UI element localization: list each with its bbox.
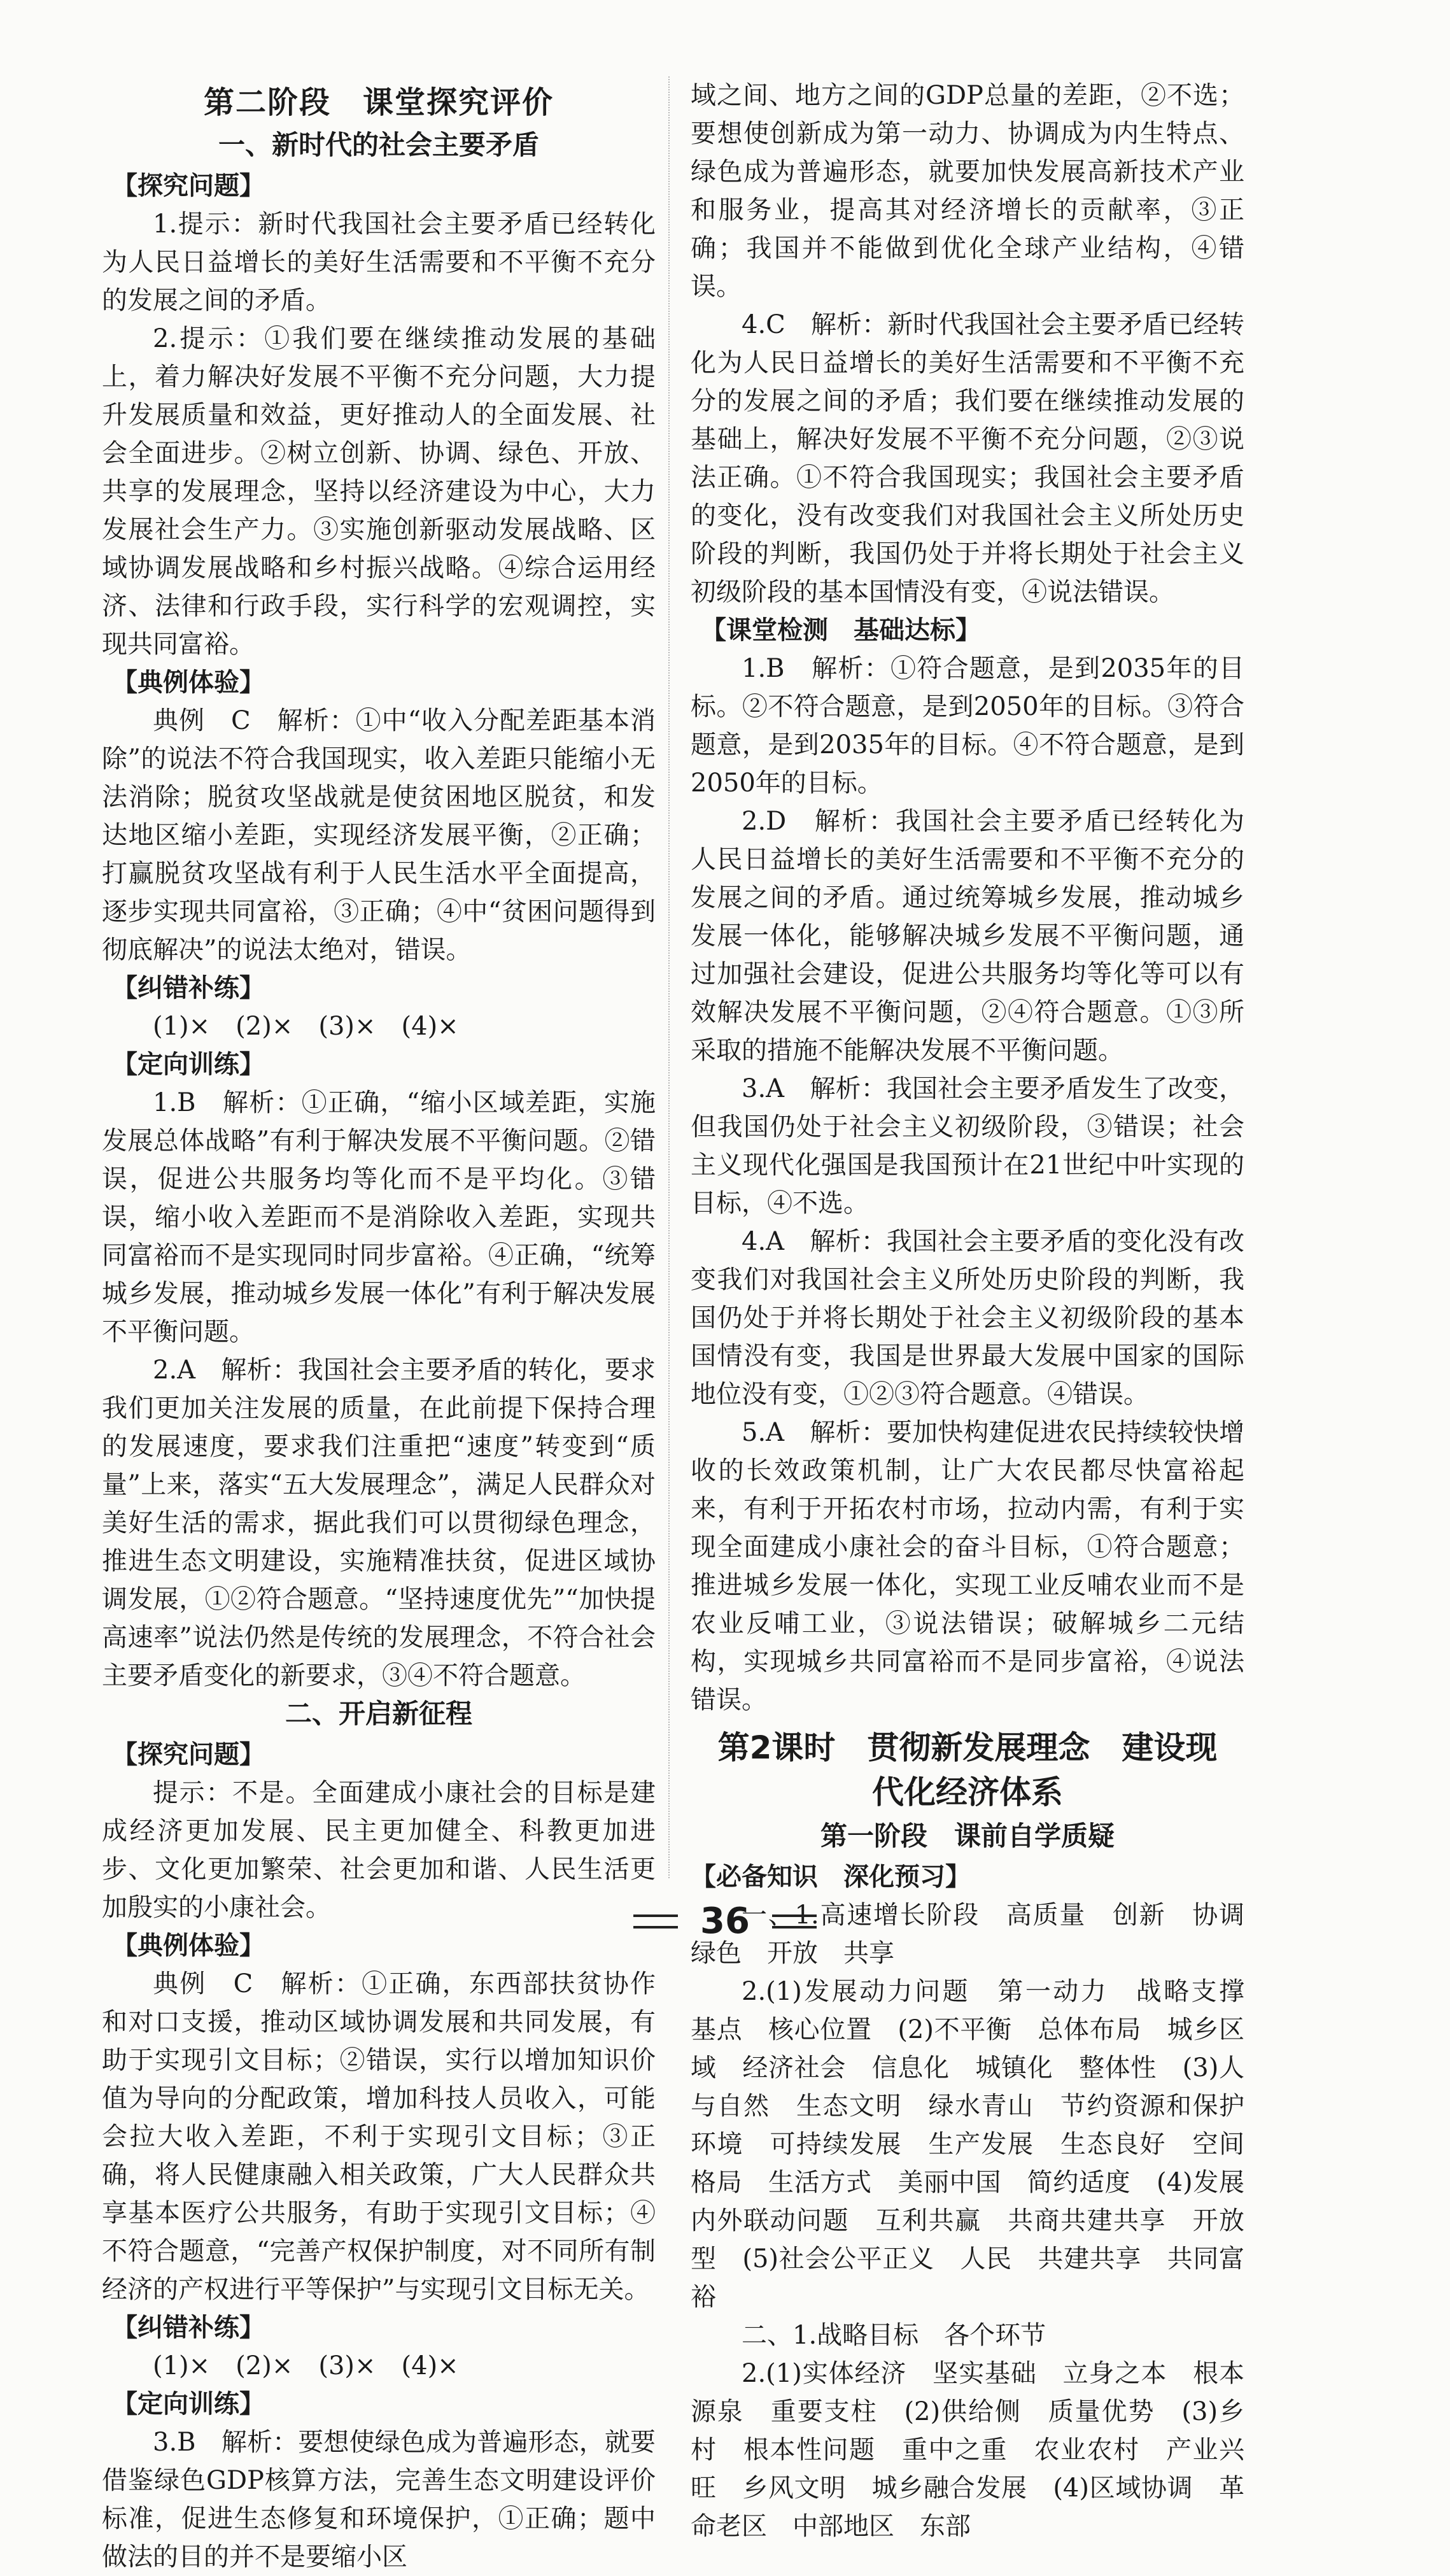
- page-number: 36: [700, 1900, 750, 1942]
- footer-ornament-right: [772, 1914, 817, 1928]
- lesson-title: [691, 1725, 1244, 1815]
- heading-tanjiu: 【探究问题】: [112, 171, 265, 201]
- answer-marks: (1)× (2)× (3)× (4)×: [153, 1012, 459, 1041]
- heading-jiance: 【课堂检测 基础达标】: [701, 616, 981, 645]
- answer-paragraph: 1.提示：新时代我国社会主要矛盾已经转化为人民日益增长的美好生活需要和不平衡不充分的发展之间的矛盾。: [102, 209, 656, 315]
- answer-marks: (1)× (2)× (3)× (4)×: [153, 2351, 459, 2381]
- answer-paragraph: 2.提示：①我们要在继续推动发展的基础上，着力解决好发展不平衡不充分问题，大力提升发展质量和效益，更好推动人的全面发展、社会全面进步。②树立创新、协调、绿色、开放、共享的发展理念，坚持以经济建设为中心，大力发展社会生产力。③实施创新驱动发展战略、区域协调发展战略和乡村振兴战略。④综合运用经济、法律和行政手段，实行科学的宏观调控，实现共同富裕。: [102, 324, 656, 659]
- answer-paragraph: 3.A 解析：我国社会主要矛盾发生了改变，但我国仍处于社会主义初级阶段，③错误；社会主义现代化强国是我国预计在21世纪中叶实现的目标，④不选。: [691, 1074, 1244, 1218]
- answer-paragraph: 域之间、地方之间的GDP总量的差距，②不选；要想使创新成为第一动力、协调成为内生特点、绿色成为普遍形态，就要加快发展高新技术产业和服务业，提高其对经济增长的贡献率，③正确；我国并不能做到优化全球产业结构，④错误。: [691, 81, 1244, 301]
- page-footer: [0, 1900, 1450, 1942]
- heading-jiucuo: 【纠错补练】: [112, 973, 265, 1003]
- answer-paragraph: 1.B 解析：①正确，“缩小区域差距，实施发展总体战略”有利于解决发展不平衡问题。②错误，促进公共服务均等化而不是平均化。③错误，缩小收入差距而不是消除收入差距，实现共同富裕而不是实现同时同步富裕。④正确，“统筹城乡发展，推动城乡发展一体化”有利于解决发展不平衡问题。: [102, 1088, 656, 1347]
- column-divider: [668, 76, 670, 1878]
- stage1-title: 第一阶段 课前自学质疑: [820, 1820, 1115, 1851]
- answer-paragraph: 3.B 解析：要想使绿色成为普遍形态，就要借鉴绿色GDP核算方法，完善生态文明建设评价标准，促进生态修复和环境保护，①正确；题中做法的目的并不是要缩小区: [102, 2428, 656, 2572]
- right-column: [691, 76, 1270, 2545]
- heading-jiucuo: 【纠错补练】: [112, 2313, 265, 2342]
- knowledge-paragraph: 2.(1)实体经济 坚实基础 立身之本 根本源泉 重要支柱 (2)供给侧 质量优势 (3)乡村 根本性问题 重中之重 农业农村 产业兴旺 乡风文明 城乡融合发展 (4)区域协调 革命老区 中部地区 东部: [691, 2359, 1244, 2541]
- answer-paragraph: 4.A 解析：我国社会主要矛盾的变化没有改变我们对我国社会主义所处历史阶段的判断，我国仍处于并将长期处于社会主义初级阶段的基本国情没有变，我国是世界最大发展中国家的国际地位没有变，①②③符合题意。④错误。: [691, 1227, 1244, 1409]
- answer-paragraph: 5.A 解析：要加快构建促进农民持续较快增收的长效政策机制，让广大农民都尽快富裕起来，有利于开拓农村市场，拉动内需，有利于实现全面建成小康社会的奋斗目标，①符合题意；推进城乡发展一体化，实现工业反哺农业而不是农业反哺工业，③说法错误；破解城乡二元结构，实现城乡共同富裕而不是同步富裕，④说法错误。: [691, 1418, 1244, 1715]
- heading-tanjiu: 【探究问题】: [112, 1740, 265, 1769]
- answer-paragraph: 典例 C 解析：①中“收入分配差距基本消除”的说法不符合我国现实，收入差距只能缩小无法消除；脱贫攻坚战就是使贫困地区脱贫，和发达地区缩小差距，实现经济发展平衡，②正确；打赢脱贫攻坚战有利于人民生活水平全面提高，逐步实现共同富裕，③正确；④中“贫困问题得到彻底解决”的说法太绝对，错误。: [102, 706, 656, 965]
- knowledge-paragraph: 二、1.战略目标 各个环节: [742, 2321, 1046, 2350]
- left-column: [102, 76, 656, 2576]
- heading-dingxiang: 【定向训练】: [112, 2389, 265, 2419]
- stage-title: 第二阶段 课堂探究评价: [203, 85, 554, 120]
- heading-dianli: 【典例体验】: [112, 1931, 265, 1960]
- lesson-title-line2: 代化经济体系: [872, 1774, 1063, 1811]
- section-title-2: 二、开启新征程: [285, 1698, 472, 1729]
- heading-bibei: 【必备知识 深化预习】: [691, 1862, 971, 1892]
- footer-ornament-left: [633, 1914, 678, 1928]
- heading-dianli: 【典例体验】: [112, 668, 265, 697]
- lesson-title-line1: 第2课时 贯彻新发展理念 建设现: [717, 1729, 1218, 1766]
- heading-dingxiang: 【定向训练】: [112, 1050, 265, 1079]
- knowledge-paragraph: 一、1.高速增长阶段 高质量 创新 协调 绿色 开放 共享: [691, 1900, 1270, 1968]
- answer-paragraph: 4.C 解析：新时代我国社会主要矛盾已经转化为人民日益增长的美好生活需要和不平衡不充分的发展之间的矛盾；我们要在继续推动发展的基础上，解决好发展不平衡不充分问题，②③说法正确。①不符合我国现实；我国社会主要矛盾的变化，没有改变我们对我国社会主义所处历史阶段的判断，我国仍处于并将长期处于社会主义初级阶段的基本国情没有变，④说法错误。: [691, 310, 1244, 607]
- answer-paragraph: 典例 C 解析：①正确，东西部扶贫协作和对口支援，推动区域协调发展和共同发展，有助于实现引文目标；②错误，实行以增加知识价值为导向的分配政策，增加科技人员收入，可能会拉大收入差距，不利于实现引文目标；③正确，将人民健康融入相关政策，广大人民群众共享基本医疗公共服务，有助于实现引文目标；④不符合题意，“完善产权保护制度，对不同所有制经济的产权进行平等保护”与实现引文目标无关。: [102, 1969, 656, 2304]
- knowledge-paragraph: 2.(1)发展动力问题 第一动力 战略支撑 基点 核心位置 (2)不平衡 总体布局 城乡区域 经济社会 信息化 城镇化 整体性 (3)人与自然 生态文明 绿水青山 节约资源和保护环境 可持续发展 生产发展 生态良好 空间格局 生活方式 美丽中国 简约适度 (4)发展内外联动问题 互利共赢 共商共建共享 开放型 (5)社会公平正义 人民 共建共享 共同富裕: [691, 1977, 1270, 2312]
- answer-paragraph: 1.B 解析：①符合题意，是到2035年的目标。②不符合题意，是到2050年的目标。③符合题意，是到2035年的目标。④不符合题意，是到2050年的目标。: [691, 654, 1244, 798]
- section-title-1: 一、新时代的社会主要矛盾: [218, 129, 539, 160]
- answer-paragraph: 提示：不是。全面建成小康社会的目标是建成经济更加发展、民主更加健全、科教更加进步、文化更加繁荣、社会更加和谐、人民生活更加殷实的小康社会。: [102, 1778, 656, 1922]
- answer-paragraph: 2.D 解析：我国社会主要矛盾已经转化为人民日益增长的美好生活需要和不平衡不充分的发展之间的矛盾。通过统筹城乡发展，推动城乡发展一体化，能够解决城乡发展不平衡问题，通过加强社会建设，促进公共服务均等化等可以有效解决发展不平衡问题，②④符合题意。①③所采取的措施不能解决发展不平衡问题。: [691, 807, 1244, 1065]
- answer-paragraph: 2.A 解析：我国社会主要矛盾的转化，要求我们更加关注发展的质量，在此前提下保持合理的发展速度，要求我们注重把“速度”转变到“质量”上来，落实“五大发展理念”，满足人民群众对美好生活的需求，据此我们可以贯彻绿色理念，推进生态文明建设，实施精准扶贫，促进区域协调发展，①②符合题意。“坚持速度优先”“加快提高速率”说法仍然是传统的发展理念，不符合社会主要矛盾变化的新要求，③④不符合题意。: [102, 1355, 656, 1690]
